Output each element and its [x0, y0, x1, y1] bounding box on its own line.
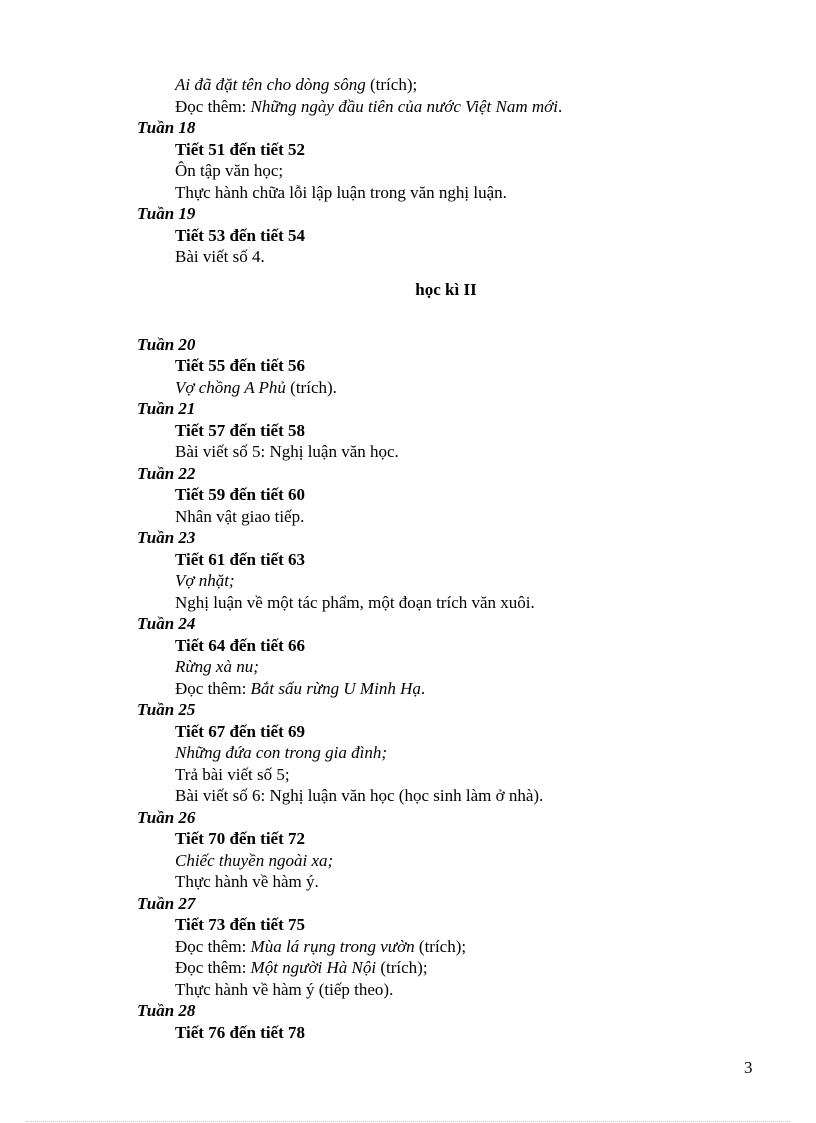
week-heading: Tuần 19 — [137, 204, 196, 223]
item-text: Trả bài viết số 5; — [175, 764, 290, 784]
item-text: Nghị luận về một tác phẩm, một đoạn trích văn xuôi. — [175, 592, 535, 612]
work-title: Chiếc thuyền ngoài xa; — [175, 850, 334, 870]
work-title: Ai đã đặt tên cho dòng sông — [175, 75, 366, 94]
page-number: 3 — [744, 1058, 753, 1077]
work-title: Vợ nhặt; — [175, 571, 235, 590]
lesson-item — [0, 160, 816, 182]
lesson-item — [0, 506, 816, 528]
item-suffix: (trích). — [285, 377, 337, 397]
lesson-range: Tiết 55 đến tiết 56 — [175, 356, 306, 375]
item-suffix: (trích); — [376, 958, 428, 977]
lesson-range: Tiết 51 đến tiết 52 — [175, 139, 306, 159]
lesson-item — [0, 570, 816, 592]
week-heading: Tuần 22 — [137, 463, 196, 483]
lesson-item — [0, 96, 816, 118]
item-text: Ôn tập văn học; — [175, 161, 284, 180]
lesson-item — [0, 592, 816, 614]
week-heading: Tuần 26 — [137, 807, 196, 827]
lesson-range: Tiết 73 đến tiết 75 — [175, 915, 306, 934]
work-title: Những ngày đầu tiên của nước Việt Nam mới — [250, 96, 558, 116]
lesson-item — [0, 377, 816, 399]
item-suffix: . — [420, 678, 426, 698]
week-heading: Tuần 23 — [137, 528, 196, 547]
work-title: Mùa lá rụng trong vườn — [250, 936, 415, 956]
lesson-range: Tiết 59 đến tiết 60 — [175, 485, 306, 504]
week-list-semester-2 — [0, 334, 816, 1044]
week-heading: Tuần 18 — [137, 118, 196, 137]
lesson-item — [0, 742, 816, 764]
item-text: Bài viết số 6: Nghị luận văn học (học sinh làm ở nhà). — [175, 786, 544, 805]
lesson-item — [0, 785, 816, 807]
lesson-item — [0, 678, 816, 700]
week-heading: Tuần 25 — [137, 700, 196, 719]
lesson-item — [0, 850, 816, 872]
work-title: Bắt sấu rừng U Minh Hạ — [250, 678, 421, 698]
work-title: Vợ chồng A Phủ — [175, 377, 286, 397]
item-suffix: (trích); — [365, 75, 418, 94]
lesson-item — [0, 246, 816, 268]
week-heading: Tuần 24 — [137, 614, 196, 633]
lesson-item — [0, 936, 816, 958]
item-text: Bài viết số 5: Nghị luận văn học. — [175, 442, 399, 461]
lesson-item — [0, 656, 816, 678]
lesson-range: Tiết 70 đến tiết 72 — [175, 829, 306, 848]
item-suffix: . — [557, 96, 563, 116]
lesson-item — [0, 871, 816, 893]
week-list-semester-1 — [0, 117, 816, 268]
item-text: Thực hành về hàm ý. — [175, 872, 319, 891]
week-heading: Tuần 21 — [137, 399, 196, 418]
continuation-section — [0, 74, 816, 117]
lesson-item — [0, 957, 816, 979]
lesson-item — [0, 441, 816, 463]
work-title: Những đứa con trong gia đình; — [175, 743, 387, 762]
week-heading: Tuần 28 — [137, 1001, 196, 1020]
syllabus-content — [0, 74, 816, 1043]
item-text: Đọc thêm: — [175, 678, 251, 698]
lesson-range: Tiết 64 đến tiết 66 — [175, 635, 306, 655]
lesson-range: Tiết 57 đến tiết 58 — [175, 420, 306, 440]
lesson-item — [0, 979, 816, 1001]
week-heading: Tuần 20 — [137, 334, 196, 354]
week-heading: Tuần 27 — [137, 893, 196, 913]
item-text: Bài viết số 4. — [175, 247, 265, 266]
lesson-range: Tiết 53 đến tiết 54 — [175, 225, 306, 245]
lesson-item — [0, 182, 816, 204]
item-text: Nhân vật giao tiếp. — [175, 506, 305, 526]
item-text: Đọc thêm: — [175, 936, 251, 956]
work-title: Một người Hà Nội — [250, 958, 377, 977]
work-title: Rừng xà nu; — [175, 657, 259, 676]
page-bottom-border — [26, 1121, 790, 1122]
item-text: Thực hành chữa lỗi lập luận trong văn nghị luận. — [175, 182, 507, 202]
item-text: Thực hành về hàm ý (tiếp theo). — [175, 979, 394, 999]
item-text: Đọc thêm: — [175, 958, 251, 977]
lesson-range: Tiết 76 đến tiết 78 — [175, 1022, 306, 1042]
lesson-range: Tiết 67 đến tiết 69 — [175, 721, 306, 741]
lesson-item — [0, 74, 816, 96]
item-text: Đọc thêm: — [175, 96, 251, 116]
lesson-range: Tiết 61 đến tiết 63 — [175, 549, 306, 569]
semester-heading: học kì II — [415, 279, 477, 299]
item-suffix: (trích); — [414, 936, 467, 956]
lesson-item — [0, 764, 816, 786]
